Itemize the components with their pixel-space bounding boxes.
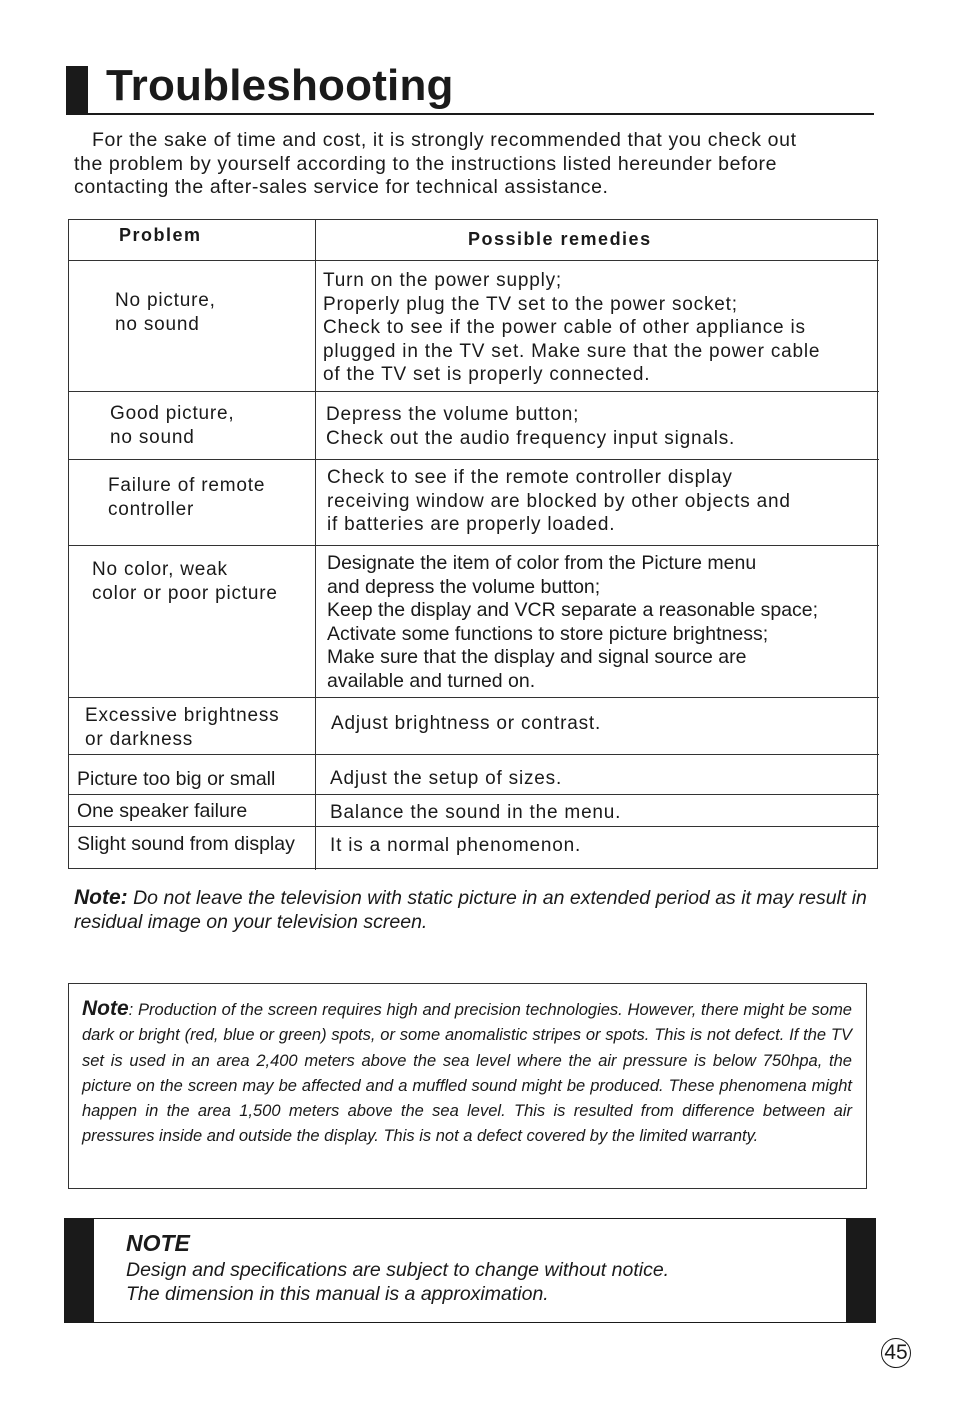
intro-line: contacting the after-sales service for technical assistance. bbox=[74, 176, 609, 198]
problem-cell: Excessive brightness or darkness bbox=[85, 705, 280, 750]
screen-technology-note bbox=[82, 996, 852, 1150]
problem-cell: Slight sound from display bbox=[77, 833, 295, 855]
remedy-cell: Designate the item of color from the Picture menu and depress the volume button; Keep the display and VCR separate a reasonable space; Activate some functions to store picture brightness; Make sure that the display and signal source are available and turned on. bbox=[327, 552, 819, 692]
problem-cell: Picture too big or small bbox=[77, 768, 276, 790]
problem-cell: Failure of remote controller bbox=[108, 475, 266, 520]
problem-cell: No picture, no sound bbox=[115, 290, 216, 335]
intro-paragraph bbox=[74, 129, 874, 200]
note-line: The dimension in this manual is a approximation. bbox=[126, 1283, 549, 1305]
note-heading: NOTE bbox=[126, 1230, 190, 1256]
header-problem: Problem bbox=[119, 225, 202, 245]
static-picture-note bbox=[74, 886, 884, 934]
page-title: Troubleshooting bbox=[106, 61, 454, 110]
remedy-cell: Balance the sound in the menu. bbox=[330, 802, 622, 823]
note-box-left-bar bbox=[64, 1218, 94, 1323]
remedy-cell: It is a normal phenomenon. bbox=[330, 835, 582, 856]
remedy-cell: Check to see if the remote controller display receiving window are blocked by other objects and if batteries are properly loaded. bbox=[327, 467, 791, 535]
intro-line: the problem by yourself according to the instructions listed hereunder before bbox=[74, 152, 778, 175]
row-divider bbox=[69, 794, 879, 795]
remedy-cell: Adjust the setup of sizes. bbox=[330, 768, 563, 789]
troubleshooting-table bbox=[68, 219, 878, 869]
remedy-cell: Adjust brightness or contrast. bbox=[331, 713, 602, 734]
note-label: Note: bbox=[74, 886, 128, 909]
problem-cell: Good picture, no sound bbox=[110, 403, 235, 448]
intro-line: For the sake of time and cost, it is strongly recommended that you check out bbox=[92, 129, 797, 151]
note-text: Do not leave the television with static picture in an extended period as it may result in residual image on your television screen. bbox=[74, 887, 867, 933]
title-underline bbox=[66, 113, 874, 115]
note-label: Note bbox=[82, 997, 129, 1020]
row-divider bbox=[69, 391, 879, 392]
row-divider bbox=[69, 826, 879, 827]
header-remedies: Possible remedies bbox=[468, 229, 652, 249]
remedy-cell: Turn on the power supply; Properly plug the TV set to the power socket; Check to see if the power cable of other appliance is plugged in the TV set. Make sure that the power cable of the TV set is properly connected. bbox=[323, 270, 821, 385]
row-divider bbox=[69, 697, 879, 698]
row-divider bbox=[69, 545, 879, 546]
page-number: 45 bbox=[881, 1338, 911, 1368]
note-line: Design and specifications are subject to change without notice. bbox=[126, 1259, 670, 1281]
remedy-cell: Depress the volume button; Check out the audio frequency input signals. bbox=[326, 404, 736, 449]
problem-cell: One speaker failure bbox=[77, 800, 248, 822]
note-text: : Production of the screen requires high and precision technologies. However, there might be some dark or bright (red, blue or green) spots, or some anomalistic stripes or spots. This is not defect. If the TV set is used in an area 2,400 meters above the sea level where the air pressure is below 750hpa, the picture on the screen may be affected and a muffled sound might be produced. These phenomena might happen in the area 1,500 meters above the sea level. This is resulted from difference between air pressures inside and outside the display. This is not a defect covered by the limited warranty. bbox=[82, 1001, 852, 1146]
row-divider bbox=[69, 260, 879, 261]
problem-cell: No color, weak color or poor picture bbox=[92, 559, 278, 604]
row-divider bbox=[69, 459, 879, 460]
row-divider bbox=[69, 754, 879, 755]
title-bar-decoration bbox=[66, 66, 88, 113]
note-box-right-bar bbox=[846, 1218, 876, 1323]
